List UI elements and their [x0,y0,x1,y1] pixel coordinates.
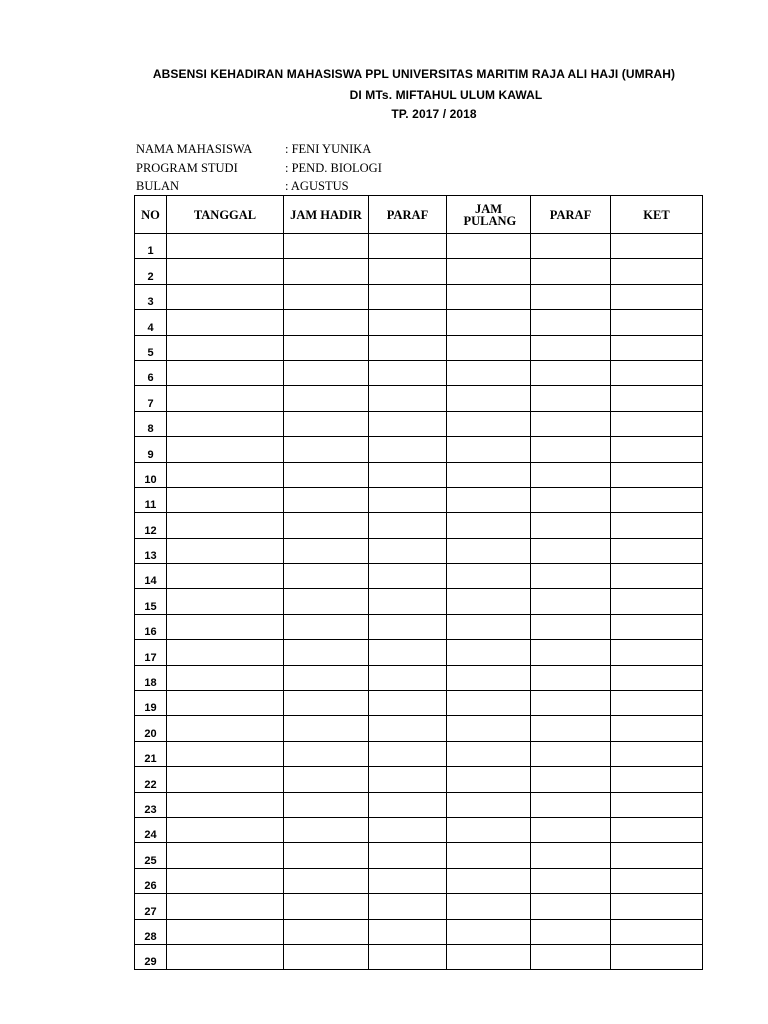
row-number: 14 [135,564,167,589]
paraf-pulang-cell[interactable] [531,894,611,919]
paraf-hadir-cell[interactable] [369,640,447,665]
paraf-hadir-cell[interactable] [369,564,447,589]
jam-hadir-cell[interactable] [284,411,369,436]
paraf-pulang-cell[interactable] [531,538,611,563]
jam-pulang-cell[interactable] [447,513,531,538]
paraf-pulang-cell[interactable] [531,944,611,969]
tanggal-cell[interactable] [167,538,284,563]
school-name: DI MTs. MIFTAHUL ULUM KAWAL [349,88,543,102]
document-title: ABSENSI KEHADIRAN MAHASISWA PPL UNIVERSITAS MARITIM RAJA ALI HAJI (UMRAH) [152,67,676,81]
paraf-pulang-cell[interactable] [531,513,611,538]
paraf-pulang-cell[interactable] [531,919,611,944]
table-row [135,259,703,284]
table-header-row [135,196,703,234]
jam-hadir-cell[interactable] [284,843,369,868]
table-row [135,234,703,259]
row-number: 6 [135,360,167,385]
row-number: 28 [135,919,167,944]
paraf-hadir-cell[interactable] [369,868,447,893]
jam-pulang-cell[interactable] [447,792,531,817]
jam-hadir-cell[interactable] [284,284,369,309]
row-number: 10 [135,462,167,487]
ket-cell[interactable] [611,665,703,690]
jam-hadir-cell[interactable] [284,767,369,792]
row-number: 12 [135,513,167,538]
paraf-pulang-cell[interactable] [531,767,611,792]
jam-pulang-cell[interactable] [447,691,531,716]
ket-cell[interactable] [611,360,703,385]
jam-pulang-cell[interactable] [447,716,531,741]
ket-cell[interactable] [611,868,703,893]
column-header-paraf-hadir: PARAF [369,196,447,234]
table-row [135,513,703,538]
info-value-bulan: : AGUSTUS [285,179,349,193]
tanggal-cell[interactable] [167,894,284,919]
tanggal-cell[interactable] [167,386,284,411]
table-row [135,284,703,309]
ket-cell[interactable] [611,437,703,462]
table-row [135,640,703,665]
jam-hadir-cell[interactable] [284,335,369,360]
jam-hadir-cell[interactable] [284,894,369,919]
jam-pulang-cell[interactable] [447,487,531,512]
row-number: 4 [135,310,167,335]
paraf-pulang-cell[interactable] [531,411,611,436]
paraf-pulang-cell[interactable] [531,462,611,487]
paraf-hadir-cell[interactable] [369,513,447,538]
ket-cell[interactable] [611,843,703,868]
tanggal-cell[interactable] [167,792,284,817]
paraf-hadir-cell[interactable] [369,894,447,919]
table-row [135,792,703,817]
jam-hadir-cell[interactable] [284,919,369,944]
jam-pulang-cell[interactable] [447,259,531,284]
tanggal-cell[interactable] [167,843,284,868]
jam-pulang-cell[interactable] [447,741,531,766]
ket-cell[interactable] [611,513,703,538]
table-row [135,589,703,614]
ket-cell[interactable] [611,462,703,487]
row-number: 1 [135,234,167,259]
paraf-pulang-cell[interactable] [531,741,611,766]
jam-pulang-cell[interactable] [447,589,531,614]
jam-hadir-cell[interactable] [284,792,369,817]
paraf-hadir-cell[interactable] [369,919,447,944]
jam-hadir-cell[interactable] [284,564,369,589]
paraf-pulang-cell[interactable] [531,640,611,665]
table-row [135,335,703,360]
jam-hadir-cell[interactable] [284,259,369,284]
info-label-nama: NAMA MAHASISWA [136,142,253,156]
jam-hadir-cell[interactable] [284,513,369,538]
jam-hadir-cell[interactable] [284,487,369,512]
jam-pulang-cell[interactable] [447,564,531,589]
table-row [135,919,703,944]
jam-pulang-cell[interactable] [447,944,531,969]
jam-hadir-cell[interactable] [284,716,369,741]
row-number: 27 [135,894,167,919]
paraf-pulang-cell[interactable] [531,310,611,335]
row-number: 17 [135,640,167,665]
paraf-pulang-cell[interactable] [531,386,611,411]
paraf-hadir-cell[interactable] [369,767,447,792]
row-number: 20 [135,716,167,741]
row-number: 16 [135,614,167,639]
table-row [135,360,703,385]
ket-cell[interactable] [611,894,703,919]
tanggal-cell[interactable] [167,335,284,360]
ket-cell[interactable] [611,919,703,944]
paraf-pulang-cell[interactable] [531,335,611,360]
table-row [135,691,703,716]
ket-cell[interactable] [611,487,703,512]
paraf-pulang-cell[interactable] [531,691,611,716]
row-number: 24 [135,817,167,842]
jam-pulang-cell[interactable] [447,386,531,411]
jam-hadir-cell[interactable] [284,310,369,335]
column-header-jam-hadir: JAM HADIR [284,196,369,234]
paraf-hadir-cell[interactable] [369,411,447,436]
table-row [135,868,703,893]
ket-cell[interactable] [611,386,703,411]
table-row [135,310,703,335]
jam-hadir-cell[interactable] [284,437,369,462]
paraf-hadir-cell[interactable] [369,234,447,259]
info-row-prodi [136,161,382,176]
row-number: 7 [135,386,167,411]
tanggal-cell[interactable] [167,360,284,385]
row-number: 19 [135,691,167,716]
jam-pulang-cell[interactable] [447,767,531,792]
tanggal-cell[interactable] [167,437,284,462]
row-number: 29 [135,944,167,969]
table-row [135,564,703,589]
ket-cell[interactable] [611,411,703,436]
jam-pulang-label: JAM PULANG [463,201,517,228]
paraf-pulang-cell[interactable] [531,589,611,614]
table-row [135,741,703,766]
info-label-bulan: BULAN [136,179,180,193]
row-number: 18 [135,665,167,690]
tanggal-cell[interactable] [167,817,284,842]
row-number: 3 [135,284,167,309]
jam-hadir-cell[interactable] [284,234,369,259]
ket-cell[interactable] [611,614,703,639]
tanggal-cell[interactable] [167,640,284,665]
paraf-pulang-cell[interactable] [531,234,611,259]
academic-year: TP. 2017 / 2018 [391,107,477,121]
table-row [135,386,703,411]
jam-pulang-cell[interactable] [447,843,531,868]
row-number: 11 [135,487,167,512]
paraf-pulang-cell[interactable] [531,487,611,512]
ket-cell[interactable] [611,792,703,817]
column-header-tanggal: TANGGAL [167,196,284,234]
info-value-prodi: : PEND. BIOLOGI [285,161,382,175]
paraf-hadir-cell[interactable] [369,437,447,462]
table-row [135,665,703,690]
table-row [135,817,703,842]
row-number: 13 [135,538,167,563]
jam-pulang-cell[interactable] [447,919,531,944]
tanggal-cell[interactable] [167,919,284,944]
paraf-pulang-cell[interactable] [531,716,611,741]
ket-cell[interactable] [611,538,703,563]
jam-hadir-cell[interactable] [284,538,369,563]
ket-cell[interactable] [611,691,703,716]
tanggal-cell[interactable] [167,234,284,259]
jam-pulang-cell[interactable] [447,868,531,893]
paraf-hadir-cell[interactable] [369,741,447,766]
ket-cell[interactable] [611,817,703,842]
jam-pulang-cell[interactable] [447,360,531,385]
row-number: 9 [135,437,167,462]
table-row [135,614,703,639]
tanggal-cell[interactable] [167,868,284,893]
table-row [135,843,703,868]
column-header-jam-pulang [447,196,531,234]
jam-pulang-cell[interactable] [447,894,531,919]
paraf-pulang-cell[interactable] [531,360,611,385]
jam-hadir-cell[interactable] [284,640,369,665]
jam-pulang-cell[interactable] [447,462,531,487]
tanggal-cell[interactable] [167,284,284,309]
paraf-hadir-cell[interactable] [369,310,447,335]
paraf-hadir-cell[interactable] [369,335,447,360]
table-row [135,462,703,487]
attendance-table [134,195,703,970]
paraf-hadir-cell[interactable] [369,716,447,741]
table-row [135,538,703,563]
paraf-hadir-cell[interactable] [369,944,447,969]
jam-pulang-cell[interactable] [447,234,531,259]
tanggal-cell[interactable] [167,614,284,639]
ket-cell[interactable] [611,335,703,360]
row-number: 15 [135,589,167,614]
table-row [135,487,703,512]
ket-cell[interactable] [611,284,703,309]
jam-pulang-cell[interactable] [447,614,531,639]
column-header-ket: KET [611,196,703,234]
ket-cell[interactable] [611,259,703,284]
jam-pulang-cell[interactable] [447,817,531,842]
table-row [135,437,703,462]
tanggal-cell[interactable] [167,487,284,512]
paraf-hadir-cell[interactable] [369,589,447,614]
tanggal-cell[interactable] [167,741,284,766]
info-label-prodi: PROGRAM STUDI [136,161,238,175]
row-number: 25 [135,843,167,868]
info-row-bulan [136,179,349,194]
jam-hadir-cell[interactable] [284,386,369,411]
paraf-hadir-cell[interactable] [369,462,447,487]
jam-pulang-cell[interactable] [447,538,531,563]
row-number: 23 [135,792,167,817]
row-number: 8 [135,411,167,436]
row-number: 26 [135,868,167,893]
tanggal-cell[interactable] [167,944,284,969]
jam-pulang-cell[interactable] [447,335,531,360]
table-row [135,767,703,792]
paraf-pulang-cell[interactable] [531,868,611,893]
paraf-hadir-cell[interactable] [369,665,447,690]
jam-hadir-cell[interactable] [284,462,369,487]
tanggal-cell[interactable] [167,513,284,538]
ket-cell[interactable] [611,716,703,741]
paraf-pulang-cell[interactable] [531,259,611,284]
tanggal-cell[interactable] [167,716,284,741]
ket-cell[interactable] [611,310,703,335]
row-number: 2 [135,259,167,284]
paraf-pulang-cell[interactable] [531,792,611,817]
info-row-nama [136,142,371,157]
tanggal-cell[interactable] [167,259,284,284]
jam-pulang-cell[interactable] [447,665,531,690]
row-number: 21 [135,741,167,766]
paraf-pulang-cell[interactable] [531,284,611,309]
paraf-hadir-cell[interactable] [369,614,447,639]
ket-cell[interactable] [611,741,703,766]
paraf-hadir-cell[interactable] [369,792,447,817]
paraf-hadir-cell[interactable] [369,691,447,716]
table-row [135,894,703,919]
row-number: 22 [135,767,167,792]
tanggal-cell[interactable] [167,411,284,436]
paraf-hadir-cell[interactable] [369,386,447,411]
paraf-hadir-cell[interactable] [369,259,447,284]
jam-pulang-cell[interactable] [447,437,531,462]
column-header-paraf-pulang: PARAF [531,196,611,234]
table-row [135,716,703,741]
jam-hadir-cell[interactable] [284,691,369,716]
ket-cell[interactable] [611,564,703,589]
ket-cell[interactable] [611,589,703,614]
jam-pulang-cell[interactable] [447,310,531,335]
jam-hadir-cell[interactable] [284,868,369,893]
paraf-hadir-cell[interactable] [369,538,447,563]
jam-hadir-cell[interactable] [284,741,369,766]
column-header-no: NO [135,196,167,234]
ket-cell[interactable] [611,640,703,665]
jam-pulang-cell[interactable] [447,640,531,665]
jam-hadir-cell[interactable] [284,589,369,614]
table-row [135,411,703,436]
tanggal-cell[interactable] [167,767,284,792]
jam-hadir-cell[interactable] [284,614,369,639]
paraf-pulang-cell[interactable] [531,564,611,589]
paraf-hadir-cell[interactable] [369,487,447,512]
tanggal-cell[interactable] [167,665,284,690]
paraf-pulang-cell[interactable] [531,843,611,868]
jam-hadir-cell[interactable] [284,665,369,690]
ket-cell[interactable] [611,767,703,792]
ket-cell[interactable] [611,944,703,969]
tanggal-cell[interactable] [167,589,284,614]
jam-pulang-cell[interactable] [447,411,531,436]
table-row [135,944,703,969]
jam-pulang-cell[interactable] [447,284,531,309]
paraf-pulang-cell[interactable] [531,437,611,462]
jam-hadir-cell[interactable] [284,817,369,842]
row-number: 5 [135,335,167,360]
paraf-pulang-cell[interactable] [531,817,611,842]
paraf-hadir-cell[interactable] [369,284,447,309]
jam-hadir-cell[interactable] [284,360,369,385]
paraf-hadir-cell[interactable] [369,360,447,385]
tanggal-cell[interactable] [167,462,284,487]
ket-cell[interactable] [611,234,703,259]
paraf-hadir-cell[interactable] [369,817,447,842]
paraf-pulang-cell[interactable] [531,614,611,639]
info-value-nama: : FENI YUNIKA [285,142,372,156]
paraf-hadir-cell[interactable] [369,843,447,868]
paraf-pulang-cell[interactable] [531,665,611,690]
tanggal-cell[interactable] [167,691,284,716]
tanggal-cell[interactable] [167,310,284,335]
tanggal-cell[interactable] [167,564,284,589]
jam-hadir-cell[interactable] [284,944,369,969]
